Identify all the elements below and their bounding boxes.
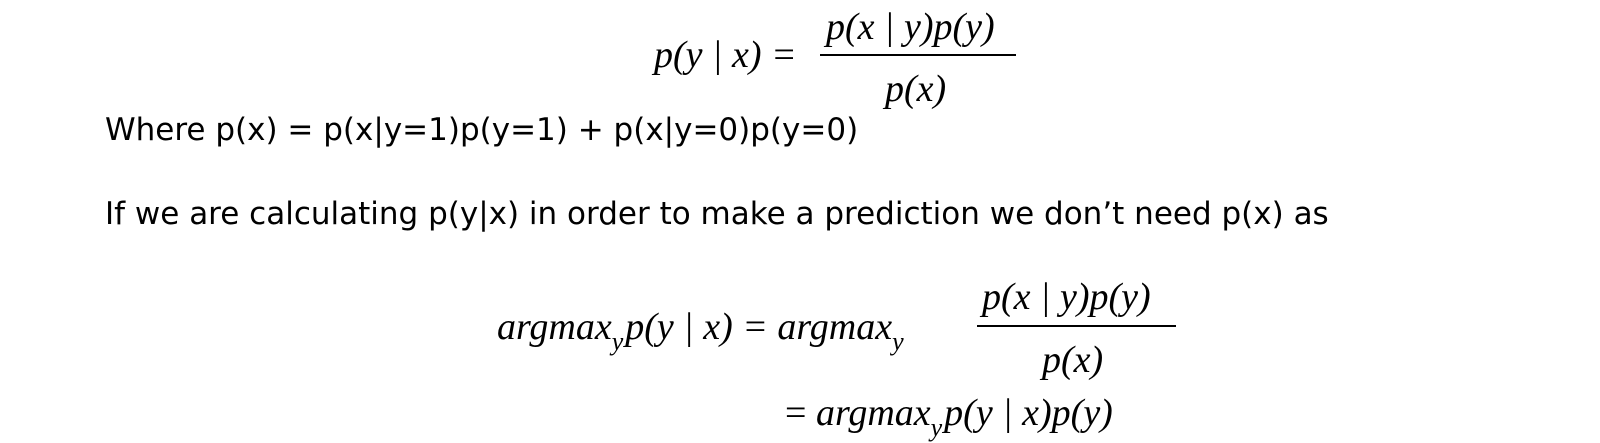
- bayes-equation-lhs: p(y | x) =: [654, 34, 797, 76]
- argmax-result: [785, 392, 1113, 442]
- argmax-lhs-rest: p(y | x) =: [625, 306, 778, 348]
- bayes-denominator: p(x): [885, 68, 947, 110]
- argmax-denominator: p(x): [1042, 339, 1104, 381]
- result-subscript: y: [930, 413, 943, 442]
- result-rest: p(y | x)p(y): [944, 392, 1113, 434]
- result-word: argmax: [815, 392, 931, 434]
- result-equals: =: [785, 392, 816, 434]
- explanation-line: If we are calculating p(y|x) in order to make a prediction we don’t need p(x) as: [105, 196, 1329, 232]
- argmax-rhs-subscript: y: [892, 327, 904, 356]
- argmax-equation-lhs: [497, 306, 906, 356]
- where-line: Where p(x) = p(x|y=1)p(y=1) + p(x|y=0)p(y=0): [105, 112, 859, 148]
- argmax-numerator: p(x | y)p(y): [982, 276, 1151, 318]
- bayes-fraction-bar: [820, 54, 1016, 56]
- bayes-numerator: p(x | y)p(y): [826, 6, 995, 48]
- argmax-fraction-bar: [977, 325, 1176, 327]
- argmax-lhs-word: argmax: [497, 306, 612, 348]
- argmax-lhs-subscript: y: [611, 327, 624, 356]
- argmax-rhs-word: argmax: [777, 306, 893, 348]
